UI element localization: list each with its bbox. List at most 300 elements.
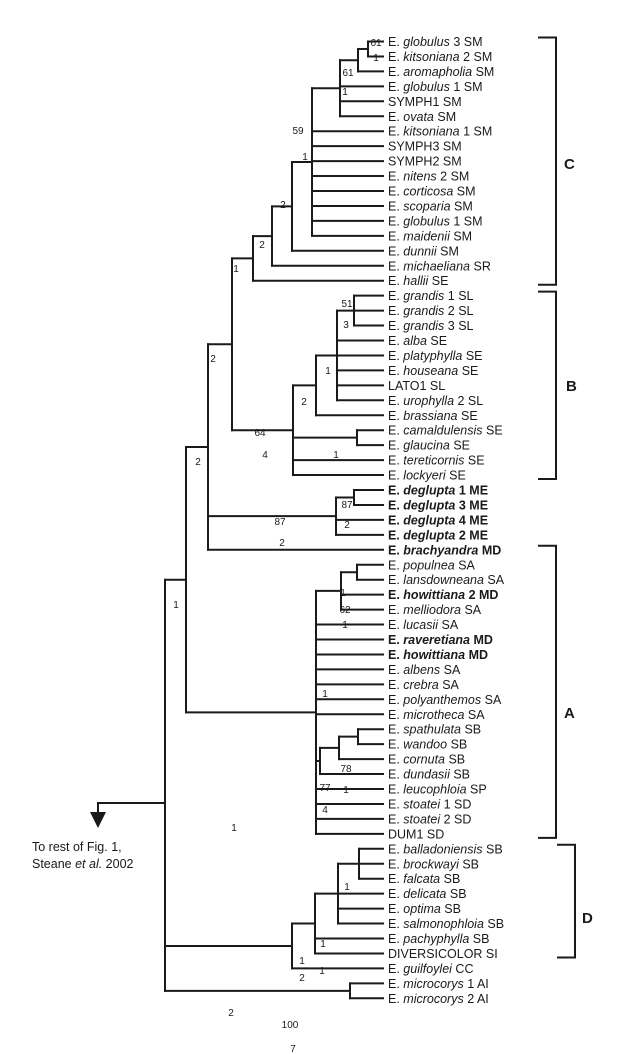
taxon-genus: E.: [388, 438, 404, 453]
taxon-label: [388, 229, 472, 243]
taxon-species: urophylla: [403, 393, 458, 408]
taxon-species: ovata: [403, 109, 438, 124]
taxon-genus: E.: [388, 677, 404, 692]
support-value: 1: [173, 600, 179, 611]
taxon-suffix: SE: [485, 423, 503, 438]
taxon-species: cornuta: [403, 752, 449, 767]
taxon-label: [388, 125, 492, 139]
taxon-label: [388, 603, 482, 617]
taxon-genus: E.: [388, 348, 404, 363]
taxon-genus: E.: [388, 692, 404, 707]
taxon-label: [388, 618, 459, 632]
taxon-species: balladoniensis: [403, 842, 486, 857]
taxon-suffix: 1 SM: [463, 124, 493, 139]
taxon-genus: E.: [388, 991, 404, 1006]
taxon-label: [388, 80, 483, 94]
taxon-suffix: SB: [486, 842, 503, 857]
note-line-1: To rest of Fig. 1,: [32, 840, 122, 854]
taxon-genus: E.: [388, 707, 404, 722]
taxon-genus: E.: [388, 767, 404, 782]
taxon-species: nitens: [403, 169, 441, 184]
clade-label-d: D: [582, 910, 593, 927]
taxon-suffix: SM: [454, 199, 473, 214]
support-value: 62: [339, 605, 351, 616]
taxon-species: grandis: [403, 319, 448, 334]
taxon-suffix: 4 ME: [458, 513, 489, 528]
support-value: 1: [233, 264, 239, 275]
taxon-label: [388, 304, 474, 318]
taxon-genus: E.: [388, 289, 404, 304]
support-value: 2: [299, 973, 305, 984]
taxon-species: microcorys: [403, 976, 468, 991]
taxon-species: grandis: [403, 289, 448, 304]
support-value: 1: [343, 785, 349, 796]
support-value: 87: [341, 500, 353, 511]
taxon-suffix: SR: [473, 259, 491, 274]
taxon-label: [388, 962, 473, 976]
clade-label-a: A: [564, 705, 575, 722]
support-value: 2: [344, 520, 350, 531]
support-value: 2: [279, 538, 285, 549]
taxon-suffix: LATO1 SL: [388, 378, 446, 393]
taxon-suffix: SB: [462, 857, 480, 872]
taxon-genus: E.: [388, 244, 404, 259]
support-value: 2: [301, 397, 307, 408]
taxon-genus: E.: [388, 35, 404, 49]
taxon-label: [388, 274, 448, 288]
clade-bracket: [538, 292, 556, 479]
taxon-species: aromapholia: [403, 64, 476, 79]
taxon-genus: E.: [388, 363, 404, 378]
taxon-label: [388, 50, 492, 64]
support-value: 3: [343, 320, 349, 331]
taxon-genus: E.: [388, 319, 404, 334]
taxon-label: [388, 588, 498, 602]
taxon-genus: E.: [388, 543, 404, 558]
taxon-label: [388, 678, 460, 692]
taxon-suffix: SA: [442, 677, 459, 692]
taxon-genus: E.: [388, 124, 404, 139]
taxon-species: guilfoylei: [403, 961, 456, 976]
support-value: 1: [373, 53, 379, 64]
taxon-species: deglupta: [403, 498, 459, 513]
taxon-label: [388, 992, 489, 1006]
support-value: 1: [325, 366, 331, 377]
taxon-label: [388, 498, 488, 512]
taxon-species: brassiana: [403, 408, 461, 423]
support-value: 61: [370, 38, 382, 49]
taxon-genus: E.: [388, 588, 404, 603]
taxon-species: howittiana: [403, 647, 469, 662]
taxon-species: corticosa: [403, 184, 457, 199]
taxon-suffix: CC: [455, 961, 474, 976]
taxon-genus: E.: [388, 722, 404, 737]
taxon-label: [388, 872, 460, 886]
taxon-label: [388, 812, 471, 826]
support-value: 1: [344, 882, 350, 893]
taxon-label: [388, 394, 483, 408]
taxon-label: [388, 857, 479, 871]
taxon-label: [388, 797, 471, 811]
taxon-genus: E.: [388, 423, 404, 438]
taxon-suffix: SE: [449, 468, 466, 483]
taxon-label: [388, 558, 476, 572]
taxon-species: wandoo: [403, 737, 451, 752]
taxon-species: globulus: [403, 79, 454, 94]
taxon-labels: [388, 35, 505, 1006]
taxon-species: kitsoniana: [403, 124, 464, 139]
taxon-species: salmonophloia: [403, 917, 488, 932]
taxon-label: [388, 648, 488, 662]
taxon-species: michaeliana: [403, 259, 474, 274]
taxon-species: brockwayi: [403, 857, 463, 872]
taxon-genus: E.: [388, 782, 404, 797]
clade-label-c: C: [564, 156, 575, 173]
taxon-species: microcorys: [403, 991, 468, 1006]
taxon-species: spathulata: [403, 722, 465, 737]
taxon-label: [388, 214, 483, 228]
taxon-genus: E.: [388, 558, 404, 573]
taxon-suffix: SB: [444, 902, 461, 917]
taxon-genus: E.: [388, 872, 404, 887]
taxon-label: [388, 977, 489, 991]
taxon-suffix: MD: [468, 647, 489, 662]
taxon-label: [388, 887, 467, 901]
taxon-genus: E.: [388, 633, 404, 647]
taxon-label: [388, 484, 488, 498]
taxon-genus: E.: [388, 737, 404, 752]
taxon-suffix: 3 SL: [447, 319, 474, 334]
taxon-suffix: SB: [453, 767, 471, 782]
clade-bracket: [557, 845, 575, 958]
taxon-suffix: SE: [465, 348, 483, 363]
taxon-genus: E.: [388, 573, 404, 588]
taxon-species: glaucina: [403, 438, 454, 453]
taxon-label: [388, 543, 501, 557]
support-value: 1: [322, 689, 328, 700]
taxon-species: alba: [403, 334, 431, 348]
taxon-genus: E.: [388, 229, 404, 244]
taxon-label: [388, 364, 478, 378]
taxon-suffix: 1 ME: [458, 483, 489, 498]
taxon-species: delicata: [403, 887, 450, 902]
taxon-species: microtheca: [403, 707, 468, 722]
taxon-suffix: SM: [440, 244, 459, 259]
taxon-suffix: SE: [467, 453, 485, 468]
note-line-2-suffix: 2002: [102, 857, 134, 871]
taxon-suffix: SE: [453, 438, 471, 453]
taxon-genus: E.: [388, 483, 404, 498]
taxon-label: [388, 409, 478, 423]
taxon-label: [388, 723, 481, 737]
taxon-suffix: SM: [453, 229, 473, 244]
taxon-suffix: MD: [473, 633, 493, 647]
taxon-label: [388, 753, 465, 767]
taxon-species: deglupta: [403, 483, 459, 498]
taxon-suffix: SA: [464, 603, 482, 618]
taxon-suffix: DUM1 SD: [388, 827, 445, 842]
clade-brackets: [538, 38, 575, 958]
support-value: 100: [281, 1020, 299, 1031]
support-value: 2: [210, 354, 216, 365]
taxon-suffix: 1 SM: [453, 214, 483, 229]
taxon-label: [388, 693, 502, 707]
taxon-genus: E.: [388, 79, 404, 94]
taxon-suffix: SB: [449, 887, 467, 902]
support-value: 1: [231, 823, 237, 834]
taxon-species: crebra: [403, 677, 443, 692]
taxon-genus: E.: [388, 887, 404, 902]
taxon-suffix: 2 SM: [463, 49, 493, 64]
taxon-suffix: SA: [458, 558, 475, 573]
taxon-genus: E.: [388, 453, 404, 468]
taxon-label: [388, 633, 493, 647]
taxon-species: lansdowneana: [403, 573, 488, 588]
taxon-genus: E.: [388, 109, 404, 124]
taxon-genus: E.: [388, 393, 404, 408]
taxon-label: [388, 573, 505, 587]
taxon-species: brachyandra: [403, 543, 482, 558]
taxon-suffix: SB: [443, 872, 461, 887]
note-line-2: [32, 857, 134, 871]
taxon-label: [388, 424, 503, 438]
taxon-label: [388, 469, 466, 483]
taxon-suffix: 3 ME: [458, 498, 489, 513]
support-value: 1: [302, 152, 308, 163]
taxon-species: albens: [403, 662, 444, 677]
taxon-genus: E.: [388, 49, 404, 64]
taxon-genus: E.: [388, 184, 404, 199]
taxon-suffix: 1 SD: [443, 797, 472, 812]
taxon-suffix: SM: [437, 109, 457, 124]
support-value: 4: [262, 450, 268, 461]
taxon-genus: E.: [388, 976, 404, 991]
support-value: 4: [322, 805, 328, 816]
taxon-genus: E.: [388, 408, 404, 423]
taxon-species: pachyphylla: [403, 932, 473, 946]
taxon-suffix: SA: [487, 573, 505, 588]
taxon-label: [388, 289, 474, 303]
support-value: 64: [254, 428, 266, 439]
taxon-species: howittiana: [403, 588, 469, 603]
taxon-species: deglupta: [403, 513, 459, 528]
taxon-species: stoatei: [403, 812, 444, 827]
taxon-label: [388, 768, 470, 782]
taxon-genus: E.: [388, 812, 404, 827]
taxon-genus: E.: [388, 498, 404, 513]
clade-bracket: [538, 38, 556, 285]
taxon-suffix: 1 AI: [467, 976, 489, 991]
taxon-suffix: SB: [464, 722, 482, 737]
taxon-genus: E.: [388, 214, 404, 229]
taxon-genus: E.: [388, 932, 404, 946]
note-line-2-prefix: Steane: [32, 857, 76, 871]
taxon-label: [388, 947, 498, 961]
support-value: 2: [280, 200, 286, 211]
taxon-suffix: SB: [487, 917, 505, 932]
taxon-label: [388, 170, 469, 184]
taxon-suffix: 2 SL: [447, 304, 474, 319]
taxon-suffix: SA: [467, 707, 485, 722]
taxon-label: [388, 65, 494, 79]
taxon-species: stoatei: [403, 797, 444, 812]
taxon-genus: E.: [388, 752, 404, 767]
taxon-label: [388, 708, 485, 722]
taxon-suffix: SB: [448, 752, 466, 767]
taxon-suffix: 2 SD: [443, 812, 472, 827]
taxon-species: polyanthemos: [403, 692, 485, 707]
taxon-label: [388, 95, 462, 109]
taxon-genus: E.: [388, 304, 404, 319]
taxon-genus: E.: [388, 662, 404, 677]
taxon-species: falcata: [403, 872, 444, 887]
support-value: 1: [299, 956, 305, 967]
taxon-label: [388, 783, 487, 797]
taxon-label: [388, 932, 489, 946]
taxon-suffix: SE: [461, 363, 479, 378]
taxon-label: [388, 199, 473, 213]
taxon-genus: E.: [388, 64, 404, 79]
taxon-genus: E.: [388, 169, 404, 184]
clade-label-b: B: [566, 378, 577, 395]
taxon-species: optima: [403, 902, 445, 917]
support-value: 1: [340, 588, 346, 599]
taxon-suffix: SA: [441, 618, 459, 633]
support-value: 1: [333, 450, 339, 461]
taxon-suffix: 1 SM: [453, 79, 483, 94]
taxon-species: deglupta: [403, 528, 459, 543]
taxon-suffix: 2 MD: [468, 588, 499, 603]
taxon-genus: E.: [388, 797, 404, 812]
support-value: 59: [292, 126, 304, 137]
taxon-genus: E.: [388, 857, 404, 872]
taxon-species: lucasii: [403, 618, 442, 633]
support-value: 1: [319, 966, 325, 977]
taxon-suffix: MD: [481, 543, 502, 558]
taxon-suffix: SE: [430, 334, 448, 348]
taxon-label: [388, 244, 459, 258]
outgroup-arrow: [90, 803, 165, 828]
support-value: 87: [274, 517, 286, 528]
taxon-species: leucophloia: [403, 782, 471, 797]
taxon-genus: E.: [388, 274, 404, 289]
taxon-species: lockyeri: [403, 468, 450, 483]
support-value: 78: [340, 764, 352, 775]
taxon-label: [388, 259, 491, 273]
taxon-suffix: SE: [460, 408, 478, 423]
taxon-species: populnea: [403, 558, 459, 573]
taxon-suffix: 2 SL: [457, 393, 484, 408]
taxon-genus: E.: [388, 842, 404, 857]
taxon-label: [388, 349, 483, 363]
taxon-suffix: 1 SL: [447, 289, 474, 304]
taxon-species: grandis: [403, 304, 448, 319]
taxon-species: dundasii: [403, 767, 454, 782]
taxon-species: kitsoniana: [403, 49, 464, 64]
taxon-label: [388, 35, 483, 49]
taxon-suffix: SYMPH2 SM: [388, 154, 462, 169]
support-value: 1: [342, 620, 348, 631]
taxon-genus: E.: [388, 334, 404, 348]
support-value: 7: [290, 1044, 296, 1054]
taxon-suffix: SYMPH1 SM: [388, 94, 462, 109]
taxon-suffix: SB: [450, 737, 468, 752]
taxon-genus: E.: [388, 468, 404, 483]
taxon-label: [388, 513, 488, 527]
support-value: 51: [341, 299, 353, 310]
support-value: 2: [195, 457, 201, 468]
taxon-suffix: SP: [470, 782, 487, 797]
taxon-label: [388, 663, 461, 677]
taxon-genus: E.: [388, 513, 404, 528]
taxon-species: hallii: [403, 274, 432, 289]
taxon-suffix: 3 SM: [453, 35, 483, 49]
clade-bracket: [538, 546, 556, 838]
taxon-species: scoparia: [403, 199, 455, 214]
taxon-species: globulus: [403, 214, 454, 229]
taxon-suffix: SA: [484, 692, 502, 707]
taxon-suffix: SYMPH3 SM: [388, 139, 462, 154]
taxon-label: [388, 738, 467, 752]
taxon-species: maidenii: [403, 229, 454, 244]
taxon-species: melliodora: [403, 603, 465, 618]
taxon-suffix: SB: [472, 932, 490, 946]
taxon-genus: E.: [388, 259, 404, 274]
taxon-label: [388, 319, 474, 333]
taxon-label: [388, 902, 461, 916]
taxon-label: [388, 827, 444, 841]
taxon-suffix: DIVERSICOLOR SI: [388, 946, 498, 961]
note-line-2-italic: et al.: [75, 857, 103, 871]
taxon-species: platyphylla: [403, 348, 466, 363]
taxon-label: [388, 140, 462, 154]
taxon-species: camaldulensis: [403, 423, 486, 438]
taxon-genus: E.: [388, 647, 404, 662]
taxon-label: [388, 379, 445, 393]
support-value: 1: [320, 939, 326, 950]
taxon-label: [388, 842, 503, 856]
taxon-genus: E.: [388, 618, 404, 633]
taxon-label: [388, 185, 476, 199]
taxon-genus: E.: [388, 902, 404, 917]
taxon-label: [388, 528, 488, 542]
taxon-suffix: 2 SM: [440, 169, 470, 184]
taxon-suffix: SE: [431, 274, 449, 289]
taxon-label: [388, 155, 462, 169]
taxon-suffix: SM: [475, 64, 495, 79]
taxon-label: [388, 917, 504, 931]
taxon-suffix: SM: [456, 184, 476, 199]
taxon-species: houseana: [403, 363, 462, 378]
taxon-species: raveretiana: [403, 633, 474, 647]
taxon-label: [388, 439, 470, 453]
taxon-genus: E.: [388, 917, 404, 932]
support-value: 77: [319, 783, 331, 794]
taxon-suffix: SA: [443, 662, 461, 677]
taxon-species: dunnii: [403, 244, 441, 259]
taxon-label: [388, 334, 447, 348]
taxon-genus: E.: [388, 961, 404, 976]
taxon-suffix: 2 AI: [467, 991, 489, 1006]
taxon-label: [388, 454, 485, 468]
taxon-species: tereticornis: [403, 453, 468, 468]
taxon-genus: E.: [388, 603, 404, 618]
support-value: 61: [342, 68, 354, 79]
taxon-genus: E.: [388, 199, 404, 214]
taxon-label: [388, 110, 456, 124]
taxon-suffix: 2 ME: [458, 528, 489, 543]
taxon-genus: E.: [388, 528, 404, 543]
